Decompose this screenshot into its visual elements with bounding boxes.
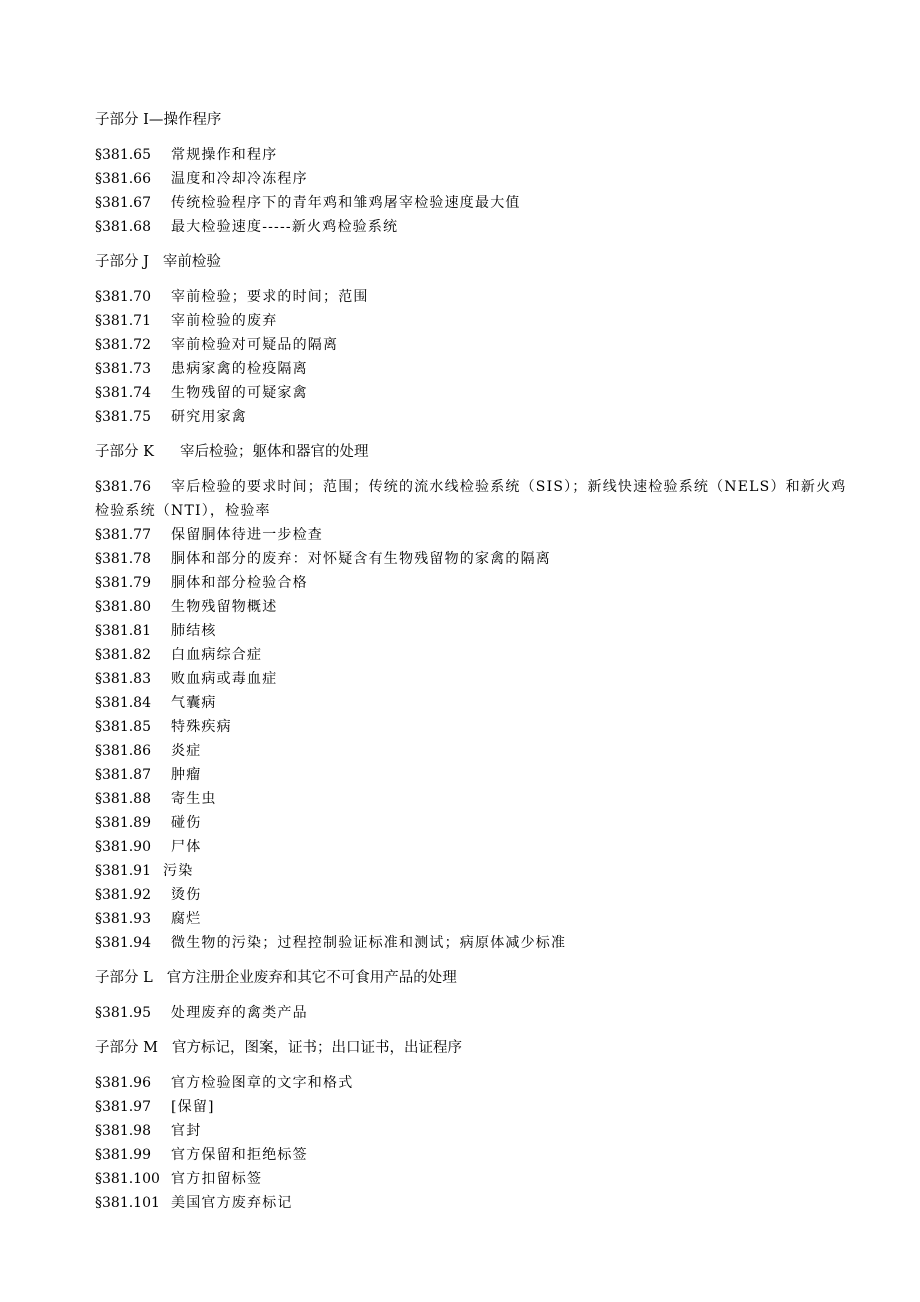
section-title: 白血病综合症 bbox=[171, 647, 263, 663]
section-number: §381.83 bbox=[95, 671, 151, 687]
section-number: §381.78 bbox=[95, 551, 151, 567]
subpart-heading-l bbox=[95, 966, 855, 990]
section-number: §381.67 bbox=[95, 195, 151, 211]
subpart-label: 子部分 I— bbox=[95, 112, 164, 128]
section-number: §381.74 bbox=[95, 385, 151, 401]
section-number: §381.88 bbox=[95, 791, 151, 807]
section-entry bbox=[95, 1167, 855, 1191]
section-entry bbox=[95, 739, 855, 763]
subpart-label: 子部分 J bbox=[95, 254, 149, 270]
section-title: 碰伤 bbox=[171, 815, 202, 831]
section-title: 生物残留物概述 bbox=[171, 599, 278, 615]
section-title: 常规操作和程序 bbox=[171, 147, 278, 163]
section-entry bbox=[95, 715, 855, 739]
section-number: §381.65 bbox=[95, 147, 151, 163]
section-number: §381.92 bbox=[95, 887, 151, 903]
section-number: §381.100 bbox=[95, 1171, 160, 1187]
section-number: §381.75 bbox=[95, 409, 151, 425]
section-number: §381.86 bbox=[95, 743, 151, 759]
section-title: 宰前检验的废弃 bbox=[171, 313, 278, 329]
section-number: §381.76 bbox=[95, 479, 151, 495]
section-title: 处理废弃的禽类产品 bbox=[171, 1005, 308, 1021]
section-number: §381.98 bbox=[95, 1123, 151, 1139]
section-number: §381.71 bbox=[95, 313, 151, 329]
section-list-m bbox=[95, 1071, 855, 1215]
section-entry bbox=[95, 691, 855, 715]
section-title: 腐烂 bbox=[171, 911, 202, 927]
section-number: §381.96 bbox=[95, 1075, 151, 1091]
section-entry bbox=[95, 883, 855, 907]
section-number: §381.85 bbox=[95, 719, 151, 735]
section-entry bbox=[95, 1095, 855, 1119]
section-entry bbox=[95, 811, 855, 835]
section-entry bbox=[95, 475, 855, 523]
section-list-i bbox=[95, 143, 855, 239]
subpart-title: 官方标记，图案，证书；出口证书，出证程序 bbox=[171, 1040, 462, 1056]
section-title: 患病家禽的检疫隔离 bbox=[171, 361, 308, 377]
section-number: §381.93 bbox=[95, 911, 151, 927]
section-number: §381.97 bbox=[95, 1099, 151, 1115]
section-title: 官封 bbox=[171, 1123, 202, 1139]
subpart-title: 宰前检验 bbox=[162, 254, 221, 270]
section-entry bbox=[95, 859, 855, 883]
subpart-label: 子部分 M bbox=[95, 1040, 158, 1056]
section-title: 研究用家禽 bbox=[171, 409, 247, 425]
subpart-label: 子部分 L bbox=[95, 970, 153, 986]
section-number: §381.80 bbox=[95, 599, 151, 615]
section-entry bbox=[95, 571, 855, 595]
section-number: §381.87 bbox=[95, 767, 151, 783]
section-title: 烫伤 bbox=[171, 887, 202, 903]
section-title: 传统检验程序下的青年鸡和雏鸡屠宰检验速度最大值 bbox=[171, 195, 521, 211]
section-number: §381.68 bbox=[95, 219, 151, 235]
section-number: §381.77 bbox=[95, 527, 151, 543]
section-title: 炎症 bbox=[171, 743, 202, 759]
section-entry bbox=[95, 143, 855, 167]
section-title: 肺结核 bbox=[171, 623, 217, 639]
section-entry bbox=[95, 547, 855, 571]
section-title: [保留] bbox=[171, 1099, 215, 1115]
section-entry bbox=[95, 1143, 855, 1167]
section-entry bbox=[95, 619, 855, 643]
subpart-heading-j bbox=[95, 250, 855, 274]
section-number: §381.66 bbox=[95, 171, 151, 187]
section-entry bbox=[95, 1071, 855, 1095]
section-number: §381.84 bbox=[95, 695, 151, 711]
section-entry bbox=[95, 1001, 855, 1025]
section-entry bbox=[95, 381, 855, 405]
section-title: 宰前检验对可疑品的隔离 bbox=[171, 337, 339, 353]
section-title: 尸体 bbox=[171, 839, 202, 855]
section-title: 最大检验速度-----新火鸡检验系统 bbox=[171, 219, 399, 235]
section-title: 宰后检验的要求时间；范围；传统的流水线检验系统（SIS）；新线快速检验系统（NELS）和新火鸡检验系统（NTI），检验率 bbox=[95, 479, 847, 519]
section-title: 微生物的污染；过程控制验证标准和测试；病原体减少标准 bbox=[171, 935, 567, 951]
section-title: 宰前检验；要求的时间；范围 bbox=[171, 289, 369, 305]
subpart-title: 官方注册企业废弃和其它不可食用产品的处理 bbox=[166, 970, 457, 986]
section-entry bbox=[95, 1119, 855, 1143]
section-number: §381.81 bbox=[95, 623, 151, 639]
section-number: §381.73 bbox=[95, 361, 151, 377]
section-title: 保留胴体待进一步检查 bbox=[171, 527, 323, 543]
section-title: 肿瘤 bbox=[171, 767, 202, 783]
section-number: §381.91 bbox=[95, 863, 151, 879]
section-title: 特殊疾病 bbox=[171, 719, 232, 735]
section-entry bbox=[95, 763, 855, 787]
section-entry bbox=[95, 643, 855, 667]
section-entry bbox=[95, 1191, 855, 1215]
section-entry bbox=[95, 787, 855, 811]
section-entry bbox=[95, 835, 855, 859]
section-number: §381.101 bbox=[95, 1195, 160, 1211]
section-title: 污染 bbox=[163, 863, 194, 879]
section-entry bbox=[95, 667, 855, 691]
section-number: §381.89 bbox=[95, 815, 151, 831]
section-title: 官方保留和拒绝标签 bbox=[171, 1147, 308, 1163]
section-entry bbox=[95, 309, 855, 333]
section-title: 温度和冷却冷冻程序 bbox=[171, 171, 308, 187]
section-entry bbox=[95, 523, 855, 547]
section-entry bbox=[95, 907, 855, 931]
subpart-label: 子部分 K bbox=[95, 444, 154, 460]
subpart-title: 宰后检验；躯体和器官的处理 bbox=[179, 444, 369, 460]
section-entry bbox=[95, 215, 855, 239]
section-number: §381.94 bbox=[95, 935, 151, 951]
section-entry bbox=[95, 595, 855, 619]
section-number: §381.99 bbox=[95, 1147, 151, 1163]
section-entry bbox=[95, 357, 855, 381]
section-number: §381.82 bbox=[95, 647, 151, 663]
section-entry bbox=[95, 167, 855, 191]
section-number: §381.70 bbox=[95, 289, 151, 305]
section-title: 气囊病 bbox=[171, 695, 217, 711]
section-entry bbox=[95, 333, 855, 357]
subpart-heading-i bbox=[95, 108, 855, 132]
section-title: 官方扣留标签 bbox=[171, 1171, 263, 1187]
section-number: §381.79 bbox=[95, 575, 151, 591]
section-entry bbox=[95, 405, 855, 429]
section-title: 寄生虫 bbox=[171, 791, 217, 807]
section-number: §381.72 bbox=[95, 337, 151, 353]
subpart-title: 操作程序 bbox=[163, 112, 222, 128]
section-entry bbox=[95, 931, 855, 955]
section-title: 美国官方废弃标记 bbox=[171, 1195, 293, 1211]
section-list-j bbox=[95, 285, 855, 429]
section-title: 胴体和部分检验合格 bbox=[171, 575, 308, 591]
subpart-heading-k bbox=[95, 440, 855, 464]
table-of-contents bbox=[95, 108, 855, 1215]
section-title: 官方检验图章的文字和格式 bbox=[171, 1075, 354, 1091]
section-entry bbox=[95, 191, 855, 215]
subpart-heading-m bbox=[95, 1036, 855, 1060]
section-number: §381.95 bbox=[95, 1005, 151, 1021]
section-number: §381.90 bbox=[95, 839, 151, 855]
section-title: 生物残留的可疑家禽 bbox=[171, 385, 308, 401]
section-entry bbox=[95, 285, 855, 309]
section-list-k bbox=[95, 475, 855, 955]
section-title: 胴体和部分的废弃：对怀疑含有生物残留物的家禽的隔离 bbox=[171, 551, 551, 567]
section-list-l bbox=[95, 1001, 855, 1025]
section-title: 败血病或毒血症 bbox=[171, 671, 278, 687]
